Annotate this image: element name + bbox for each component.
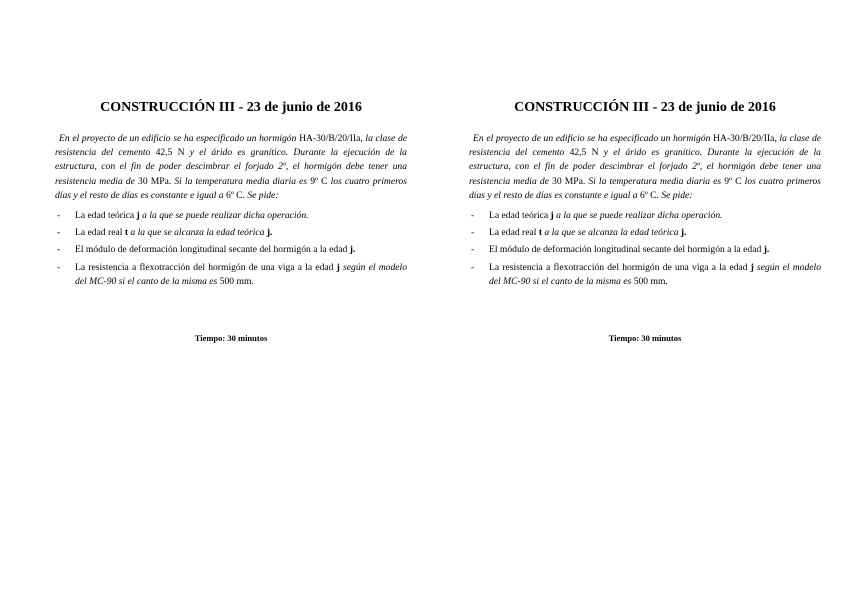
question-list (55, 209, 407, 289)
list-item: - La edad teórica j a la que se puede realizar dicha operación. (471, 210, 723, 222)
list-item: - La resistencia a flexotracción del hormigón de una viga a la edad j según el modelo del MC-90 si el canto de la misma es 500 mm. (471, 261, 821, 287)
list-item: - La resistencia a flexotracción del hormigón de una viga a la edad j según el modelo del MC-90 si el canto de la misma es 500 mm. (57, 261, 407, 287)
exam-title: CONSTRUCCIÓN III - 23 de junio de 2016 (100, 100, 362, 115)
time-limit: Tiempo: 30 minutos (194, 333, 268, 344)
exam-title: CONSTRUCCIÓN III - 23 de junio de 2016 (514, 100, 776, 115)
problem-statement: En el proyecto de un edificio se ha especificado un hormigón HA-30/B/20/IIa, la clase de resistencia del cemento 42,5 N y el árido es granítico. Durante la ejecución de la estructura, con el fin de poder descimbrar el forjado 2º, el hormigón debe tener una resistencia media de 30 MPa. Si la temperatura media diaria es 9º C los cuatro primeros días y el resto de días es constante e igual a 6º C. Se pide: (55, 133, 407, 201)
problem-statement: En el proyecto de un edificio se ha especificado un hormigón HA-30/B/20/IIa, la clase de resistencia del cemento 42,5 N y el árido es granítico. Durante la ejecución de la estructura, con el fin de poder descimbrar el forjado 2º, el hormigón debe tener una resistencia media de 30 MPa. Si la temperatura media diaria es 9º C los cuatro primeros días y el resto de días es constante e igual a 6º C. Se pide: (469, 133, 821, 201)
question-list (469, 209, 821, 289)
list-item: - La edad real t a la que se alcanza la edad teórica j. (57, 227, 273, 239)
list-item: - El módulo de deformación longitudinal secante del hormigón a la edad j. (57, 244, 356, 256)
time-limit: Tiempo: 30 minutos (608, 333, 682, 344)
list-item: - La edad teórica j a la que se puede realizar dicha operación. (57, 210, 309, 222)
list-item: - El módulo de deformación longitudinal secante del hormigón a la edad j. (471, 244, 770, 256)
list-item: - La edad real t a la que se alcanza la edad teórica j. (471, 227, 687, 239)
exam-copy-left (55, 100, 407, 343)
exam-copy-right (469, 100, 821, 343)
